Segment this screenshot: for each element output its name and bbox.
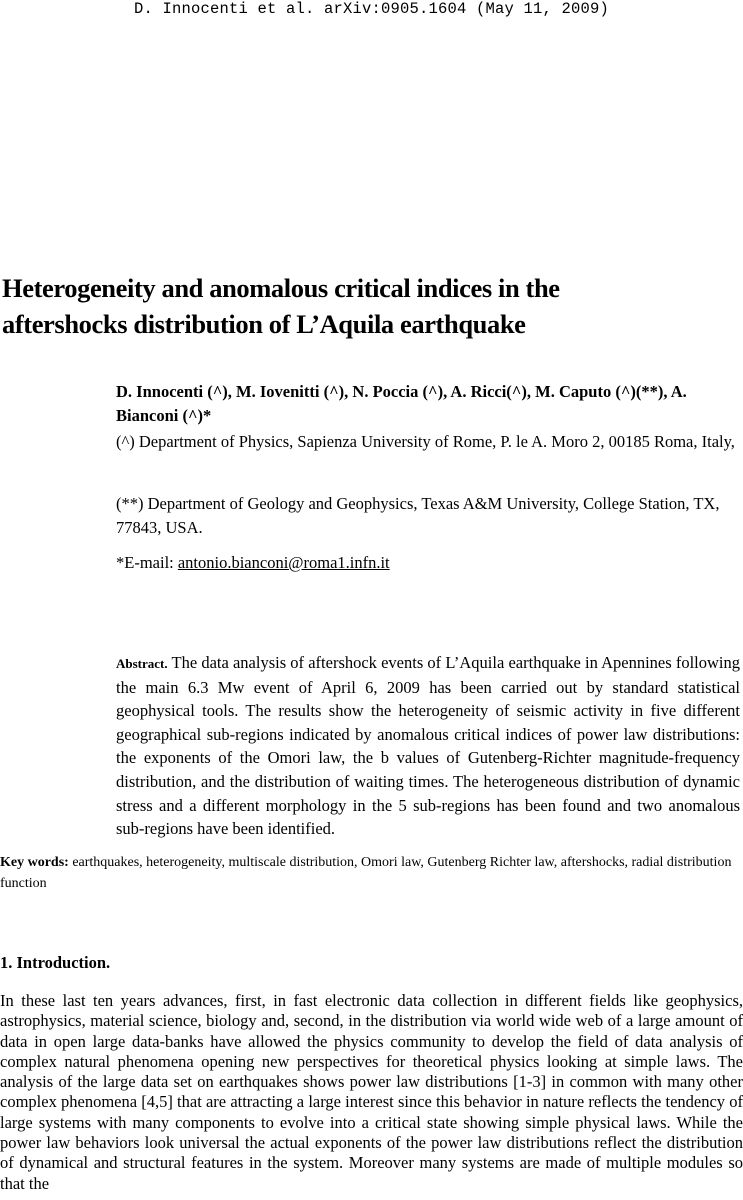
affiliation-geology: (**) Department of Geology and Geophysics, Texas A&M University, College Station, TX, 77843, USA.: [116, 494, 720, 537]
abstract: [116, 651, 740, 841]
section-heading-introduction: 1. Introduction.: [0, 953, 111, 972]
author-list: D. Innocenti (^), M. Iovenitti (^), N. Poccia (^), A. Ricci(^), M. Caputo (^)(**), A. Bianconi (^)*: [116, 382, 687, 425]
keywords-text: earthquakes, heterogeneity, multiscale distribution, Omori law, Gutenberg Richter law, aftershocks, radial distribution function: [0, 855, 732, 891]
email-label: *E-mail:: [116, 553, 178, 572]
paper-title: [2, 270, 742, 342]
email-line: [116, 553, 740, 573]
keywords-label: Key words:: [0, 855, 69, 870]
title-line-2: aftershocks distribution of L’Aquila earthquake: [2, 309, 526, 339]
introduction-paragraph: In these last ten years advances, first, in fast electronic data collection in different fields like geophysics, astrophysics, material science, biology and, second, in the distribution via world wide web of a large amount of data in open large data-banks have allowed the physics community to develop the field of data analysis of complex natural phenomena opening new perspectives for theoretical physics looking at simple laws. The analysis of the large data set on earthquakes shows power law distributions [1-3] in common with many other complex phenomena [4,5] that are attracting a large interest since this behavior in nature reflects the tendency of large systems with many components to evolve into a critical state showing simple physical laws. While the power law behaviors look universal the actual exponents of the power law distributions reflect the distribution of dynamical and structural features in the system. Moreover many systems are made of multiple modules so that the: [0, 991, 743, 1193]
keywords: [0, 852, 743, 894]
email-link[interactable]: antonio.bianconi@roma1.infn.it: [177, 553, 390, 572]
abstract-text: The data analysis of aftershock events of L’Aquila earthquake in Apennines following the main 6.3 Mw event of April 6, 2009 has been carried out by standard statistical geophysical tools. The results show the heterogeneity of seismic activity in five different geographical sub-regions indicated by anomalous critical indices of power law distributions: the exponents of the Omori law, the b values of Gutenberg-Richter magnitude-frequency distribution, and the distribution of waiting times. The heterogeneous distribution of dynamic stress and a different morphology in the 5 sub-regions has been found and two anomalous sub-regions have been identified.: [116, 653, 740, 839]
abstract-label: Abstract.: [116, 656, 168, 671]
title-line-1: Heterogeneity and anomalous critical indices in the: [2, 273, 560, 303]
affiliation-physics: (^) Department of Physics, Sapienza University of Rome, P. le A. Moro 2, 00185 Roma, Italy,: [116, 432, 735, 451]
running-head: D. Innocenti et al. arXiv:0905.1604 (May 11, 2009): [133, 0, 610, 18]
